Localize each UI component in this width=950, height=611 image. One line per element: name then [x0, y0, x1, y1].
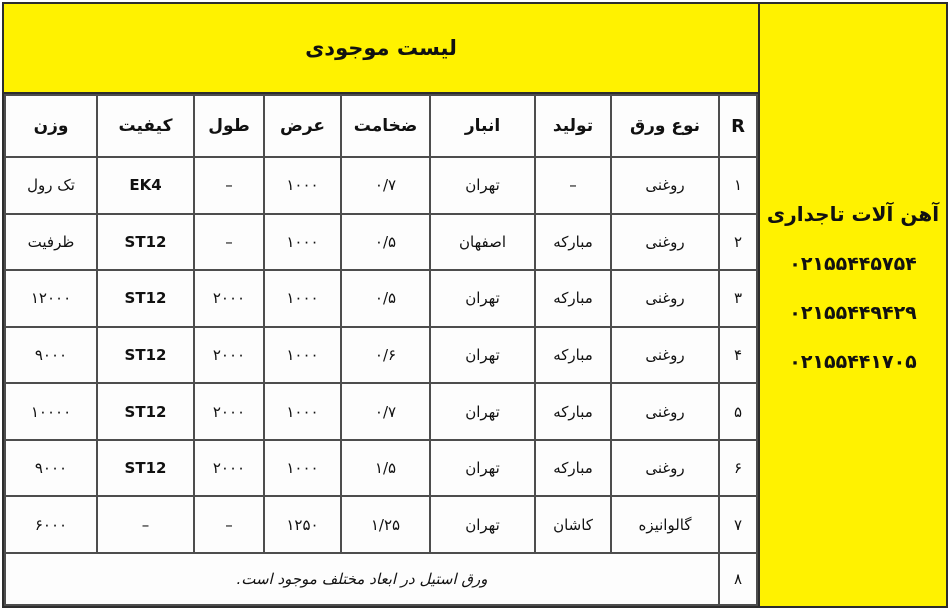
- contact-sidebar: [758, 4, 946, 606]
- table-row: [5, 496, 757, 553]
- cell-row-number: ۲: [719, 214, 757, 271]
- cell-row-number: ۵: [719, 383, 757, 440]
- cell-quality: ST12: [97, 270, 194, 327]
- cell-row-number: ۷: [719, 496, 757, 553]
- cell-weight: ۹۰۰۰: [5, 327, 97, 384]
- table-row: [5, 157, 757, 214]
- cell-quality: –: [97, 496, 194, 553]
- column-header-quality: کیفیت: [97, 95, 194, 157]
- cell-width: ۱۰۰۰: [264, 327, 341, 384]
- cell-quality: EK4: [97, 157, 194, 214]
- phone-number-1: ۰۲۱۵۵۴۴۵۷۵۴: [789, 253, 917, 275]
- table-header: [5, 95, 757, 157]
- cell-weight: ۶۰۰۰: [5, 496, 97, 553]
- cell-row-number: ۸: [719, 553, 757, 605]
- table-row: [5, 440, 757, 497]
- phone-number-3: ۰۲۱۵۵۴۴۱۷۰۵: [789, 351, 917, 373]
- cell-warehouse: تهران: [430, 327, 535, 384]
- cell-production: مبارکه: [535, 383, 611, 440]
- cell-row-number: ۴: [719, 327, 757, 384]
- cell-warehouse: تهران: [430, 496, 535, 553]
- cell-warehouse: اصفهان: [430, 214, 535, 271]
- inventory-table-body: [5, 157, 757, 553]
- cell-weight: ۹۰۰۰: [5, 440, 97, 497]
- cell-thickness: ۰/۶: [341, 327, 430, 384]
- cell-sheet-type: روغنی: [611, 440, 719, 497]
- cell-warehouse: تهران: [430, 383, 535, 440]
- column-header-length: طول: [194, 95, 264, 157]
- column-header-width: عرض: [264, 95, 341, 157]
- column-header-production: تولید: [535, 95, 611, 157]
- table-footer: [5, 553, 757, 605]
- cell-length: ۲۰۰۰: [194, 270, 264, 327]
- cell-width: ۱۰۰۰: [264, 157, 341, 214]
- cell-width: ۱۰۰۰: [264, 270, 341, 327]
- cell-weight: ۱۲۰۰۰: [5, 270, 97, 327]
- cell-production: مبارکه: [535, 214, 611, 271]
- company-name: آهن آلات تاجداری: [766, 202, 940, 226]
- cell-sheet-type: روغنی: [611, 327, 719, 384]
- table-row: [5, 383, 757, 440]
- cell-thickness: ۰/۷: [341, 157, 430, 214]
- cell-quality: ST12: [97, 440, 194, 497]
- note-row: [5, 553, 757, 605]
- cell-length: ۲۰۰۰: [194, 327, 264, 384]
- inventory-main: [4, 4, 758, 606]
- cell-width: ۱۰۰۰: [264, 383, 341, 440]
- cell-row-number: ۶: [719, 440, 757, 497]
- cell-production: –: [535, 157, 611, 214]
- cell-weight: ظرفیت: [5, 214, 97, 271]
- inventory-table: [4, 94, 758, 606]
- cell-row-number: ۳: [719, 270, 757, 327]
- cell-sheet-type: روغنی: [611, 383, 719, 440]
- column-header-row-number: R: [719, 95, 757, 157]
- cell-thickness: ۱/۵: [341, 440, 430, 497]
- header-row: [5, 95, 757, 157]
- cell-quality: ST12: [97, 214, 194, 271]
- cell-sheet-type: روغنی: [611, 157, 719, 214]
- cell-warehouse: تهران: [430, 440, 535, 497]
- cell-production: مبارکه: [535, 270, 611, 327]
- cell-length: –: [194, 214, 264, 271]
- cell-warehouse: تهران: [430, 157, 535, 214]
- cell-row-number: ۱: [719, 157, 757, 214]
- cell-weight: ۱۰۰۰۰: [5, 383, 97, 440]
- column-header-weight: وزن: [5, 95, 97, 157]
- cell-length: ۲۰۰۰: [194, 440, 264, 497]
- page-title: لیست موجودی: [305, 36, 457, 60]
- cell-length: ۲۰۰۰: [194, 383, 264, 440]
- column-header-thickness: ضخامت: [341, 95, 430, 157]
- cell-length: –: [194, 496, 264, 553]
- cell-length: –: [194, 157, 264, 214]
- cell-production: مبارکه: [535, 440, 611, 497]
- cell-thickness: ۰/۵: [341, 214, 430, 271]
- cell-width: ۱۰۰۰: [264, 440, 341, 497]
- cell-sheet-type: گالوانیزه: [611, 496, 719, 553]
- cell-quality: ST12: [97, 383, 194, 440]
- table-row: [5, 327, 757, 384]
- cell-production: کاشان: [535, 496, 611, 553]
- cell-production: مبارکه: [535, 327, 611, 384]
- cell-width: ۱۰۰۰: [264, 214, 341, 271]
- cell-thickness: ۱/۲۵: [341, 496, 430, 553]
- table-row: [5, 214, 757, 271]
- cell-thickness: ۰/۷: [341, 383, 430, 440]
- cell-thickness: ۰/۵: [341, 270, 430, 327]
- cell-warehouse: تهران: [430, 270, 535, 327]
- cell-width: ۱۲۵۰: [264, 496, 341, 553]
- inventory-sheet: [2, 2, 948, 608]
- cell-sheet-type: روغنی: [611, 270, 719, 327]
- cell-sheet-type: روغنی: [611, 214, 719, 271]
- cell-quality: ST12: [97, 327, 194, 384]
- note-text: ورق استیل در ابعاد مختلف موجود است.: [5, 553, 719, 605]
- phone-number-2: ۰۲۱۵۵۴۴۹۴۲۹: [789, 302, 917, 324]
- title-bar: [4, 4, 758, 94]
- cell-weight: تک رول: [5, 157, 97, 214]
- table-row: [5, 270, 757, 327]
- column-header-sheet-type: نوع ورق: [611, 95, 719, 157]
- column-header-warehouse: انبار: [430, 95, 535, 157]
